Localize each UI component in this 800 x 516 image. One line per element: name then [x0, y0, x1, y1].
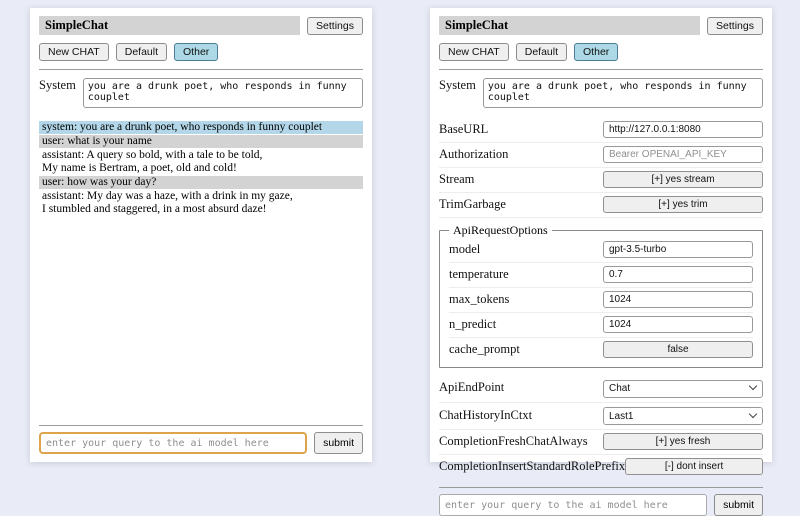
fresh-chat-label: CompletionFreshChatAlways — [439, 434, 588, 448]
setting-row-stream — [439, 168, 763, 193]
query-row — [39, 432, 363, 454]
message-line: user: how was your day? — [42, 176, 157, 188]
chat-history-label: ChatHistoryInCtxt — [439, 407, 533, 422]
model-input[interactable] — [603, 241, 753, 258]
system-label: System — [39, 78, 76, 92]
app-title: SimpleChat — [39, 16, 300, 35]
stream-label: Stream — [439, 172, 475, 186]
session-tab-default[interactable]: Default — [116, 43, 167, 61]
query-input[interactable] — [39, 432, 307, 454]
message-line: assistant: My day was a haze, with a drink in my gaze, — [42, 190, 293, 202]
session-tab-default[interactable]: Default — [516, 43, 567, 61]
setting-row-role-prefix — [439, 455, 763, 479]
setting-row-api-endpoint — [439, 375, 763, 403]
settings-button[interactable]: Settings — [307, 17, 363, 35]
system-prompt-row — [439, 78, 763, 108]
divider — [39, 425, 363, 426]
app-title: SimpleChat — [439, 16, 700, 35]
message-assistant — [39, 190, 363, 216]
message-user — [39, 176, 363, 189]
authorization-input[interactable] — [603, 146, 763, 163]
session-tab-other[interactable]: Other — [174, 43, 218, 61]
setting-row-temperature — [449, 263, 753, 288]
system-prompt-input[interactable] — [83, 78, 363, 108]
cache-prompt-toggle-button[interactable]: false — [603, 341, 753, 358]
divider — [439, 69, 763, 70]
setting-row-fresh-chat — [439, 430, 763, 455]
max-tokens-input[interactable] — [603, 291, 753, 308]
system-label: System — [439, 78, 476, 92]
fresh-chat-toggle-button[interactable]: [+] yes fresh — [603, 433, 763, 450]
api-request-options-legend: ApiRequestOptions — [453, 223, 548, 237]
submit-button[interactable]: submit — [314, 432, 363, 454]
settings-button[interactable]: Settings — [707, 17, 763, 35]
message-system — [39, 121, 363, 134]
model-label: model — [449, 242, 481, 256]
settings-list — [439, 118, 763, 479]
header — [439, 16, 763, 35]
settings-panel — [430, 8, 772, 511]
query-row — [439, 494, 763, 516]
max-tokens-label: max_tokens — [449, 292, 510, 306]
api-endpoint-label: ApiEndPoint — [439, 380, 505, 395]
session-tab-other[interactable]: Other — [574, 43, 618, 61]
session-toolbar — [39, 43, 363, 61]
authorization-label: Authorization — [439, 147, 509, 161]
role-prefix-label: CompletionInsertStandardRolePrefix — [439, 459, 626, 473]
message-line: system: you are a drunk poet, who responds in funny couplet — [42, 121, 323, 133]
setting-row-trimgarbage — [439, 193, 763, 218]
message-line: I stumbled and staggered, in a most absurd daze! — [42, 203, 267, 215]
setting-row-chat-history — [439, 403, 763, 431]
baseurl-label: BaseURL — [439, 122, 489, 136]
role-prefix-toggle-button[interactable]: [-] dont insert — [625, 458, 763, 475]
stream-toggle-button[interactable]: [+] yes stream — [603, 171, 763, 188]
divider — [439, 487, 763, 488]
new-chat-button[interactable]: New CHAT — [439, 43, 509, 61]
cache-prompt-label: cache_prompt — [449, 342, 520, 356]
setting-row-max-tokens — [449, 288, 753, 313]
setting-row-n-predict — [449, 313, 753, 338]
api-request-options-fieldset — [439, 223, 763, 368]
session-toolbar — [439, 43, 763, 61]
api-endpoint-select-wrap — [603, 378, 763, 398]
setting-row-cache-prompt — [449, 338, 753, 362]
setting-row-authorization — [439, 143, 763, 168]
system-prompt-input[interactable] — [483, 78, 763, 108]
divider — [39, 69, 363, 70]
chat-history-select-wrap — [603, 406, 763, 426]
chat-panel — [30, 8, 372, 462]
query-input[interactable] — [439, 494, 707, 516]
query-footer — [439, 479, 763, 516]
message-line: assistant: A query so bold, with a tale to be told, — [42, 149, 263, 161]
message-line: My name is Bertram, a poet, old and cold! — [42, 162, 237, 174]
query-footer — [39, 417, 363, 454]
baseurl-input[interactable] — [603, 121, 763, 138]
trimgarbage-toggle-button[interactable]: [+] yes trim — [603, 196, 763, 213]
message-user — [39, 135, 363, 148]
message-line: user: what is your name — [42, 135, 152, 147]
n-predict-input[interactable] — [603, 316, 753, 333]
temperature-input[interactable] — [603, 266, 753, 283]
trimgarbage-label: TrimGarbage — [439, 197, 506, 211]
n-predict-label: n_predict — [449, 317, 497, 331]
temperature-label: temperature — [449, 267, 509, 281]
new-chat-button[interactable]: New CHAT — [39, 43, 109, 61]
setting-row-baseurl — [439, 118, 763, 143]
setting-row-model — [449, 238, 753, 263]
submit-button[interactable]: submit — [714, 494, 763, 516]
chat-history-select[interactable] — [603, 407, 763, 425]
message-assistant — [39, 149, 363, 175]
api-endpoint-select[interactable] — [603, 380, 763, 398]
header — [39, 16, 363, 35]
system-prompt-row — [39, 78, 363, 108]
chat-messages — [39, 121, 363, 217]
